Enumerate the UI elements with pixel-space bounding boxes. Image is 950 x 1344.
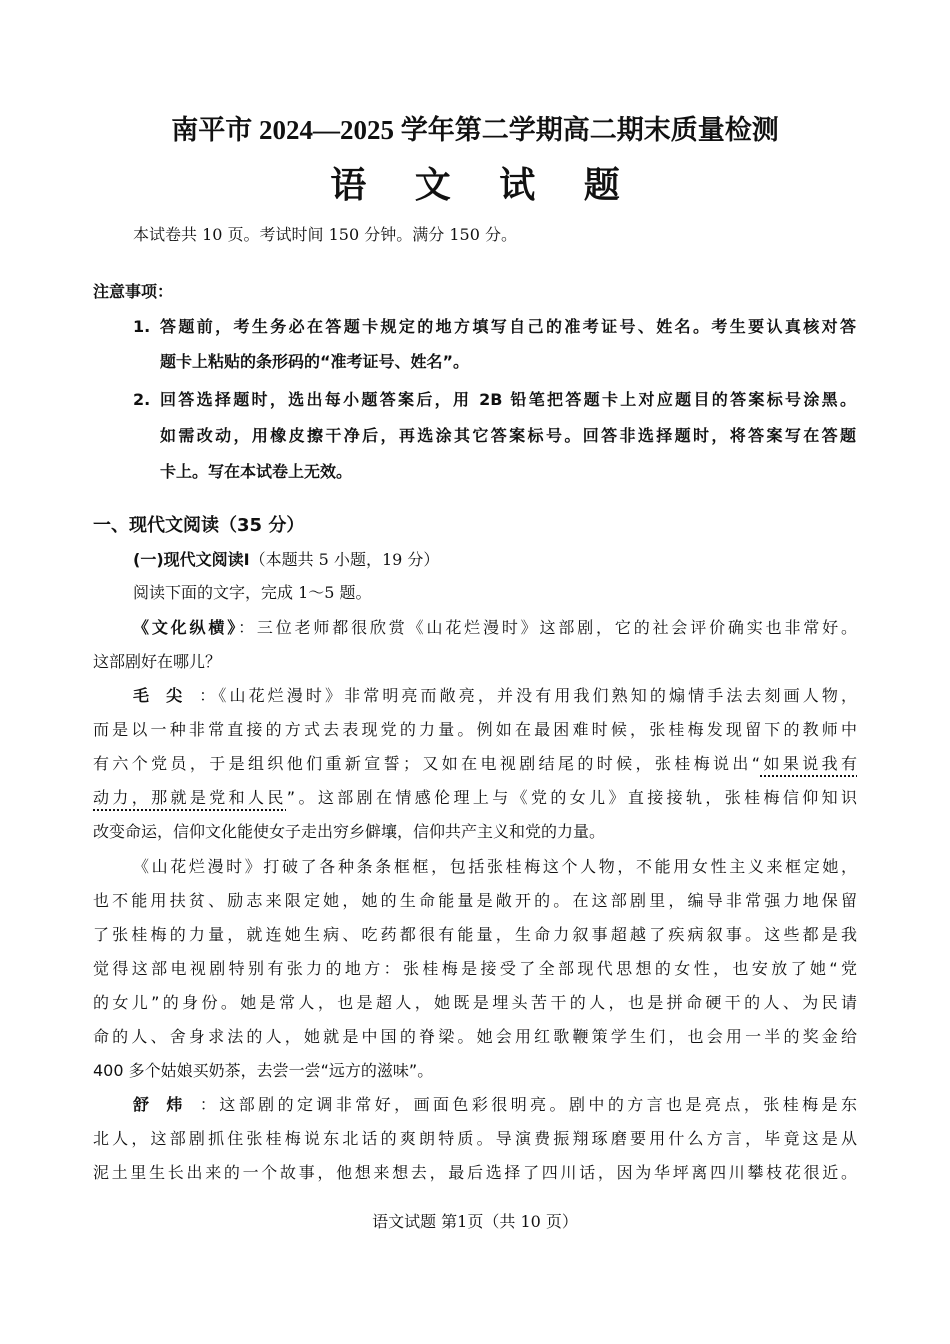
paragraph-1-text: ：《山花烂漫时》非常明亮而敞亮，并没有用我们熟知的煽情手法去刻画人物， [199,686,857,705]
subsection-detail: （本题共 5 小题，19 分） [249,550,440,569]
notice-item-2-line1: 回答选择题时，选出每小题答案后，用 2B 铅笔把答题卡上对应题目的答案标号涂黑。 [160,390,856,409]
paragraph-1-line-5: 改变命运，信仰文化能使女子走出穷乡僻壤，信仰共产主义和党的力量。 [93,822,606,841]
emphasized-quote-part-2: 动力，那就是党和人民 [93,788,287,807]
instruction-text: 阅读下面的文字，完成 1～5 题。 [133,583,372,602]
paragraph-2-line-4: 觉得这部电视剧特别有张力的地方：张桂梅是接受了全部现代思想的女性，也安放了她“党 [93,959,857,978]
notice-item-1-line1: 答题前，考生务必在答题卡规定的地方填写自己的准考证号、姓名。考生要认真核对答 [160,317,856,336]
paragraph-1-line-1 [133,686,857,706]
paragraph-3-line-3: 泥土里生长出来的一个故事，他想来想去，最后选择了四川话，因为华坪离四川攀枝花很近。 [93,1163,857,1182]
section-heading: 一、现代文阅读（35 分） [93,515,305,536]
paragraph-2-line-1: 《山花烂漫时》打破了各种条条框框，包括张桂梅这个人物，不能用女性主义来框定她， [133,857,857,876]
exam-title: 南平市 2024—2025 学年第二学期高二期末质量检测 [171,115,779,145]
paragraph-3-text: ：这部剧的定调非常好，画面色彩很明亮。剧中的方言也是亮点，张桂梅是东 [199,1095,857,1114]
paragraph-1-line-4 [93,788,857,808]
notice-item-1-num: 1. [133,317,151,336]
notice-item-2-line2: 如需改动，用橡皮擦干净后，再选涂其它答案标号。回答非选择题时，将答案写在答题 [160,426,856,445]
question-line-2: 这部剧好在哪儿？ [93,652,222,671]
question-line-1 [133,618,857,638]
paragraph-2-line-2: 也不能用扶贫、励志来限定她，她的生命能量是敞开的。在这部剧里，编导非常强力地保留 [93,891,857,910]
paragraph-1-line-3-text: 有六个党员，于是组织他们重新宣誓；又如在电视剧结尾的时候，张桂梅说出“ [93,754,761,773]
emphasized-quote-part-1: 如果说我有 [760,754,857,773]
paragraph-2-line-3: 了张桂梅的力量，就连她生病、吃药都很有能量，生命力叙事超越了疾病叙事。这些都是我 [93,925,857,944]
subsection-heading [133,550,439,570]
notice-item-1-line2: 题卡上粘贴的条形码的“准考证号、姓名”。 [160,352,470,371]
paragraph-3-line-1 [133,1095,857,1115]
paragraph-2-line-5: 的女儿”的身份。她是常人，也是超人，她既是埋头苦干的人，也是拼命硬干的人、为民请 [93,993,857,1012]
notice-item-2-line3: 卡上。写在本试卷上无效。 [160,462,353,481]
speaker-shu-wei: 舒炜 [133,1095,200,1114]
paragraph-3-line-2: 北人，这部剧抓住张桂梅说东北话的爽朗特质。导演费振翔琢磨要用什么方言，毕竟这是从 [93,1129,857,1148]
notice-heading: 注意事项： [93,282,174,301]
journal-label: 《文化纵横》 [133,618,239,637]
subject-title: 语 文 试 题 [330,164,638,206]
notice-item-2-num: 2. [133,390,151,409]
question-text: ：三位老师都很欣赏《山花烂漫时》这部剧，它的社会评价确实也非常好。 [238,618,857,637]
paragraph-2-line-6: 命的人、舍身求法的人，她就是中国的脊梁。她会用红歌鞭策学生们，也会用一半的奖金给 [93,1027,857,1046]
paragraph-2-line-7: 400 多个姑娘买奶茶，去尝一尝“远方的滋味”。 [93,1061,434,1080]
subsection-title: (一)现代文阅读Ⅰ [133,550,250,569]
paragraph-1-line-2: 而是以一种非常直接的方式去表现党的力量。例如在最困难时候，张桂梅发现留下的教师中 [93,720,857,739]
speaker-mao-jian: 毛尖 [133,686,200,705]
paragraph-1-line-4-text: ”。这部剧在情感伦理上与《党的女儿》直接接轨，张桂梅信仰知识 [286,788,857,807]
page-footer: 语文试题 第1页（共 10 页） [372,1212,578,1231]
paragraph-1-line-3 [93,754,857,774]
exam-info: 本试卷共 10 页。考试时间 150 分钟。满分 150 分。 [133,225,517,244]
